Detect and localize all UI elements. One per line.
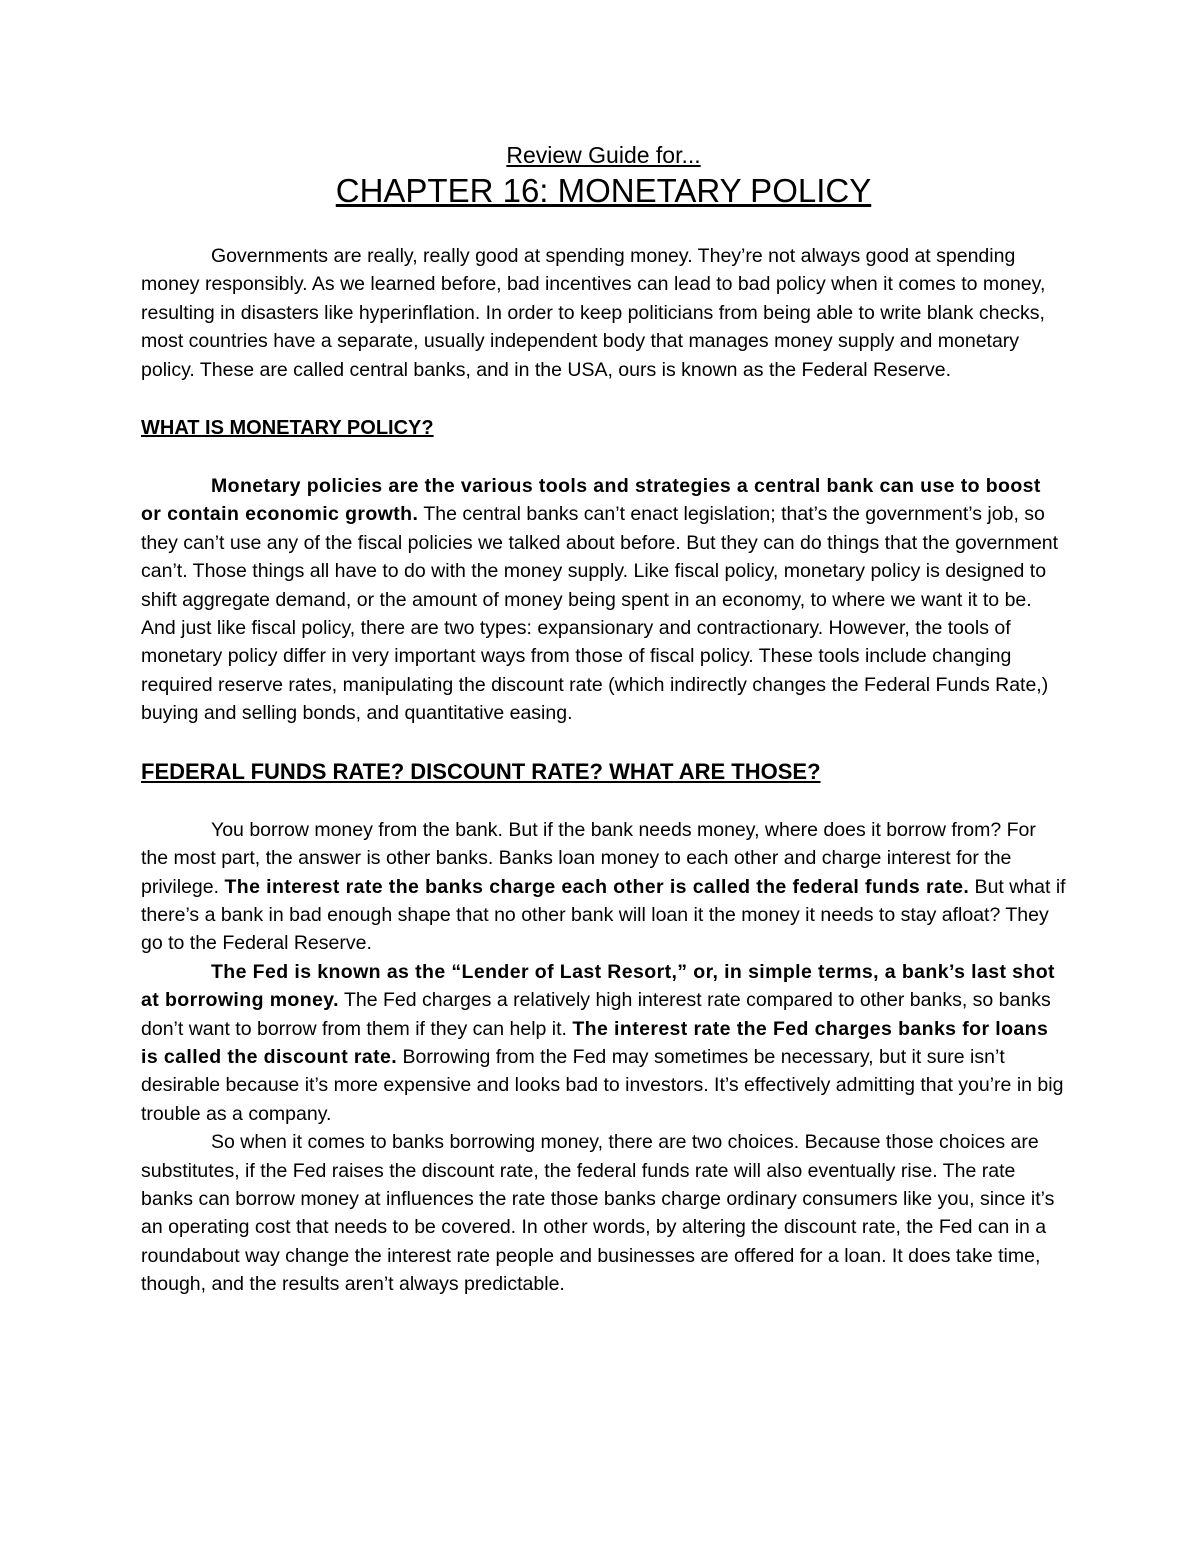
definition-bold-text: Monetary policies are the various tools and strategies a central bank can use to boost or contain economic growth. [141, 475, 1041, 526]
federal-funds-paragraph [141, 816, 1066, 958]
paragraph-text: Borrowing from the Fed may sometimes be necessary, but it sure isn’t desirable because it’s more expensive and looks bad to investors. It’s effectively admitting that you’re in big trouble as a company. [141, 1045, 1064, 1125]
document-page [141, 140, 1066, 1299]
section-heading-rates: FEDERAL FUNDS RATE? DISCOUNT RATE? WHAT ARE THOSE? [141, 758, 821, 784]
monetary-policy-paragraph [141, 472, 1066, 728]
conclusion-paragraph: So when it comes to banks borrowing money, there are two choices. Because those choices are substitutes, if the Fed raises the discount rate, the federal funds rate will also eventually rise. The rate banks can borrow money at influences the rate those banks charge ordinary consumers like you, since it’s an operating cost that needs to be covered. In other words, by altering the discount rate, the Fed can in a roundabout way change the interest rate people and businesses are offered for a loan. It does take time, though, and the results aren’t always predictable. [141, 1131, 1055, 1296]
discount-rate-paragraph [141, 958, 1066, 1128]
paragraph-text: You borrow money from the bank. But if the bank needs money, where does it borrow from? For the most part, the answer is other banks. Banks loan money to each other and charge interest for the privilege. [141, 818, 1036, 898]
paragraph-text: The central banks can’t enact legislation; that’s the government’s job, so they can’t use any of the fiscal policies we talked about before. But they can do things that the government can’t. Those things all have to do with the money supply. Like fiscal policy, monetary policy is designed to shift aggregate demand, or the amount of money being spent in an economy, to where we want it to be. And just like fiscal policy, there are two types: expansionary and contractionary. However, the tools of monetary policy differ in very important ways from those of fiscal policy. These tools include changing required reserve rates, manipulating the discount rate (which indirectly changes the Federal Funds Rate,) buying and selling bonds, and quantitative easing. [141, 503, 1059, 725]
definition-bold-text: The interest rate the banks charge each other is called the federal funds rate. [224, 875, 970, 898]
intro-paragraph: Governments are really, really good at spending money. They’re not always good at spending money responsibly. As we learned before, bad incentives can lead to bad policy when it comes to money, resulting in disasters like hyperinflation. In order to keep politicians from being able to write blank checks, most countries have a separate, usually independent body that manages money supply and monetary policy. These are called central banks, and in the USA, ours is known as the Federal Reserve. [141, 245, 1046, 381]
document-title: CHAPTER 16: MONETARY POLICY [335, 172, 872, 209]
document-kicker: Review Guide for... [506, 142, 701, 168]
paragraph-text: The Fed charges a relatively high interest rate compared to other banks, so banks don’t want to borrow from them if they can help it. [141, 989, 1051, 1040]
definition-bold-text: The interest rate the Fed charges banks for loans is called the discount rate. [141, 1017, 1049, 1068]
section-heading-monetary-policy: WHAT IS MONETARY POLICY? [141, 417, 434, 440]
paragraph-text: But what if there’s a bank in bad enough shape that no other bank will loan it the money it needs to stay afloat? They go to the Federal Reserve. [141, 875, 1066, 955]
definition-bold-text: The Fed is known as the “Lender of Last Resort,” or, in simple terms, a bank’s last shot at borrowing money. [141, 960, 1055, 1012]
